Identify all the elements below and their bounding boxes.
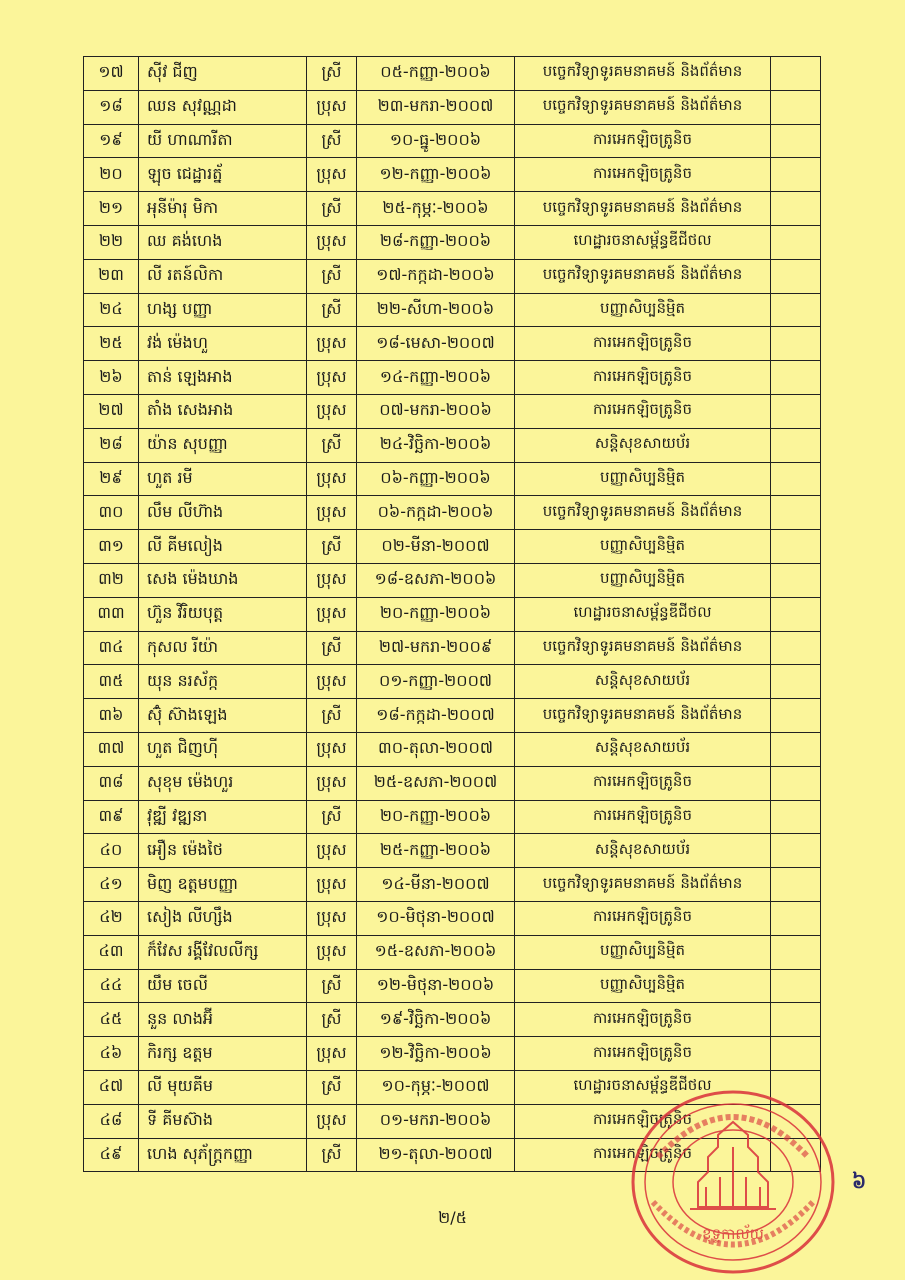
remark-cell [771,361,821,395]
student-sex: ប្រុស [307,767,357,801]
student-sex: ប្រុស [307,665,357,699]
major-field: បញ្ញាសិប្បនិម្មិត [515,294,771,328]
table-row [84,361,821,395]
table-row [84,632,821,666]
student-name: លឹម លីហ៊ាង [139,496,307,530]
major-field: បច្ចេកវិទ្យាទូរគមនាគមន៍ និងព័ត៌មាន [515,57,771,91]
major-field: ការអេកឡិចត្រូនិច [515,902,771,936]
major-field: ការអេកឡិចត្រូនិច [515,361,771,395]
date-of-birth: ២៥-កញ្ញា-២០០៦ [357,834,515,868]
remark-cell [771,970,821,1004]
student-name: យឹម ចេលី [139,970,307,1004]
date-of-birth: ១២-មិថុនា-២០០៦ [357,970,515,1004]
handwritten-page-mark: ៦ [852,1169,867,1193]
student-name: ឈ គង់ហេង [139,226,307,260]
table-row [84,327,821,361]
remark-cell [771,564,821,598]
date-of-birth: ២៤-វិច្ឆិកា-២០០៦ [357,429,515,463]
row-number: ២០ [84,158,139,192]
student-name: ហេង សុភ័ក្ត្រកញ្ញា [139,1139,307,1173]
table-row [84,91,821,125]
row-number: ៤៨ [84,1105,139,1139]
major-field: ការអេកឡិចត្រូនិច [515,327,771,361]
major-field: បញ្ញាសិប្បនិម្មិត [515,564,771,598]
major-field: សន្តិសុខសាយប័រ [515,733,771,767]
remark-cell [771,1003,821,1037]
row-number: ២១ [84,192,139,226]
table-row [84,260,821,294]
major-field: ការអេកឡិចត្រូនិច [515,158,771,192]
student-table [83,56,821,1172]
major-field: បច្ចេកវិទ្យាទូរគមនាគមន៍ និងព័ត៌មាន [515,192,771,226]
remark-cell [771,936,821,970]
student-name: យុន នរស័ក្ក [139,665,307,699]
row-number: ២៣ [84,260,139,294]
remark-cell [771,665,821,699]
student-sex: ប្រុស [307,226,357,260]
major-field: ហេដ្ឋារចនាសម្ព័ន្ធឌីជីថល [515,226,771,260]
row-number: ១៧ [84,57,139,91]
major-field: ការអេកឡិចត្រូនិច [515,767,771,801]
table-row [84,1037,821,1071]
major-field: បច្ចេកវិទ្យាទូរគមនាគមន៍ និងព័ត៌មាន [515,496,771,530]
row-number: ៣៩ [84,801,139,835]
date-of-birth: ២០-កញ្ញា-២០០៦ [357,801,515,835]
row-number: ១៨ [84,91,139,125]
student-sex: ស្រី [307,970,357,1004]
student-sex: ប្រុស [307,1105,357,1139]
date-of-birth: ១០-កុម្ភៈ-២០០៧ [357,1071,515,1105]
row-number: ៤៣ [84,936,139,970]
student-name: ស៊ីវ ជីញ [139,57,307,91]
student-sex: ប្រុស [307,361,357,395]
student-sex: ស្រី [307,801,357,835]
student-name: ហួត ជិញហ៊ី [139,733,307,767]
remark-cell [771,125,821,159]
student-name: ហង្ស បញ្ញា [139,294,307,328]
row-number: ១៩ [84,125,139,159]
date-of-birth: ១៤-កញ្ញា-២០០៦ [357,361,515,395]
date-of-birth: ១៩-វិច្ឆិកា-២០០៦ [357,1003,515,1037]
remark-cell [771,192,821,226]
remark-cell [771,260,821,294]
date-of-birth: ១០-ធ្នូ-២០០៦ [357,125,515,159]
table-row [84,294,821,328]
major-field: ការអេកឡិចត្រូនិច [515,801,771,835]
row-number: ២៧ [84,395,139,429]
row-number: ៤៩ [84,1139,139,1173]
remark-cell [771,429,821,463]
major-field: បញ្ញាសិប្បនិម្មិត [515,936,771,970]
table-row [84,868,821,902]
date-of-birth: ២៥-កុម្ភៈ-២០០៦ [357,192,515,226]
table-row [84,192,821,226]
date-of-birth: ០២-មីនា-២០០៧ [357,530,515,564]
major-field: ហេដ្ឋារចនាសម្ព័ន្ធឌីជីថល [515,598,771,632]
student-sex: ប្រុស [307,1037,357,1071]
table-row [84,699,821,733]
major-field: បច្ចេកវិទ្យាទូរគមនាគមន៍ និងព័ត៌មាន [515,699,771,733]
student-name: ក៏វែស រង្គីវែលលីក្ស [139,936,307,970]
date-of-birth: ៣០-តុលា-២០០៧ [357,733,515,767]
student-name: មិញ ឧត្តមបញ្ញា [139,868,307,902]
remark-cell [771,834,821,868]
table-row [84,598,821,632]
row-number: ២៤ [84,294,139,328]
student-name: យ៉ាន សុបញ្ញា [139,429,307,463]
student-sex: ស្រី [307,1003,357,1037]
major-field: ការអេកឡិចត្រូនិច [515,1003,771,1037]
table-row [84,395,821,429]
date-of-birth: ០៥-កញ្ញា-២០០៦ [357,57,515,91]
student-name: សៀង លីហ្សឹង [139,902,307,936]
student-sex: ប្រុស [307,395,357,429]
table-row [84,834,821,868]
student-sex: ប្រុស [307,496,357,530]
date-of-birth: ០១-កញ្ញា-២០០៧ [357,665,515,699]
date-of-birth: ២៣-មករា-២០០៧ [357,91,515,125]
student-name: ស៊ុំ ស៊ាងឡេង [139,699,307,733]
row-number: ២៩ [84,463,139,497]
remark-cell [771,902,821,936]
row-number: ២៥ [84,327,139,361]
date-of-birth: ១២-វិច្ឆិកា-២០០៦ [357,1037,515,1071]
student-sex: ស្រី [307,192,357,226]
student-name: ហ៊ួន វិរិយបុត្ត [139,598,307,632]
remark-cell [771,598,821,632]
student-sex: ស្រី [307,260,357,294]
date-of-birth: ២៥-ឧសភា-២០០៧ [357,767,515,801]
row-number: ៣៤ [84,632,139,666]
date-of-birth: ១៨-មេសា-២០០៧ [357,327,515,361]
date-of-birth: ០៦-កក្កដា-២០០៦ [357,496,515,530]
major-field: ការអេកឡិចត្រូនិច [515,1105,771,1139]
row-number: ៣៥ [84,665,139,699]
student-name: ឡុច ជេដ្ឋារត្ន័ [139,158,307,192]
table-row [84,57,821,91]
table-row [84,665,821,699]
student-sex: ស្រី [307,699,357,733]
table-row [84,801,821,835]
student-sex: ប្រុស [307,463,357,497]
student-name: អឿន ម៉េងថៃ [139,834,307,868]
table-row [84,733,821,767]
row-number: ៣៦ [84,699,139,733]
table-row [84,564,821,598]
table-row [84,496,821,530]
remark-cell [771,463,821,497]
major-field: ការអេកឡិចត្រូនិច [515,395,771,429]
major-field: ការអេកឡិចត្រូនិច [515,1139,771,1173]
row-number: ៤៦ [84,1037,139,1071]
remark-cell [771,699,821,733]
page-number: ២/៥ [438,1208,467,1227]
date-of-birth: ១២-កញ្ញា-២០០៦ [357,158,515,192]
remark-cell [771,496,821,530]
row-number: ៤២ [84,902,139,936]
row-number: ៤១ [84,868,139,902]
row-number: ៣២ [84,564,139,598]
remark-cell [771,294,821,328]
major-field: បច្ចេកវិទ្យាទូរគមនាគមន៍ និងព័ត៌មាន [515,868,771,902]
date-of-birth: ០១-មករា-២០០៦ [357,1105,515,1139]
row-number: ៣៣ [84,598,139,632]
student-name: កិរក្ស ឧត្តម [139,1037,307,1071]
remark-cell [771,158,821,192]
remark-cell [771,801,821,835]
student-name: តាំង សេងអាង [139,395,307,429]
table-row [84,936,821,970]
row-number: ៤៧ [84,1071,139,1105]
major-field: បញ្ញាសិប្បនិម្មិត [515,970,771,1004]
student-sex: ប្រុស [307,834,357,868]
date-of-birth: ២២-សីហា-២០០៦ [357,294,515,328]
date-of-birth: ១៨-ឧសភា-២០០៦ [357,564,515,598]
student-sex: ស្រី [307,57,357,91]
remark-cell [771,1037,821,1071]
remark-cell [771,632,821,666]
date-of-birth: ១៥-ឧសភា-២០០៦ [357,936,515,970]
table-row [84,226,821,260]
remark-cell [771,327,821,361]
student-name: យី ហាណារីតា [139,125,307,159]
row-number: ២៦ [84,361,139,395]
major-field: ហេដ្ឋារចនាសម្ព័ន្ធឌីជីថល [515,1071,771,1105]
date-of-birth: ១៤-មីនា-២០០៧ [357,868,515,902]
student-sex: ប្រុស [307,936,357,970]
student-name: សេង ម៉េងឃាង [139,564,307,598]
date-of-birth: ១៧-កក្កដា-២០០៦ [357,260,515,294]
date-of-birth: ០៦-កញ្ញា-២០០៦ [357,463,515,497]
row-number: ៣៧ [84,733,139,767]
student-sex: ប្រុស [307,564,357,598]
student-sex: ស្រី [307,125,357,159]
major-field: ការអេកឡិចត្រូនិច [515,1037,771,1071]
major-field: បច្ចេកវិទ្យាទូរគមនាគមន៍ និងព័ត៌មាន [515,91,771,125]
student-sex: ស្រី [307,294,357,328]
row-number: ៤៥ [84,1003,139,1037]
major-field: សន្តិសុខសាយប័រ [515,834,771,868]
student-sex: ប្រុស [307,158,357,192]
student-name: វុឌ្ឍី វឌ្ឍនា [139,801,307,835]
date-of-birth: ២៧-មករា-២០០៩ [357,632,515,666]
major-field: បញ្ញាសិប្បនិម្មិត [515,463,771,497]
student-sex: ស្រី [307,632,357,666]
remark-cell [771,530,821,564]
table-row [84,429,821,463]
remark-cell [771,395,821,429]
date-of-birth: ០៧-មករា-២០០៦ [357,395,515,429]
date-of-birth: ២១-តុលា-២០០៧ [357,1139,515,1173]
student-name: វង់ ម៉េងហួ [139,327,307,361]
date-of-birth: ២៨-កញ្ញា-២០០៦ [357,226,515,260]
seal-caption: ខុទ្ទកាល័យ [702,1225,764,1243]
student-sex: ប្រុស [307,91,357,125]
student-sex: ប្រុស [307,598,357,632]
student-name: លី រតន៍លិកា [139,260,307,294]
remark-cell [771,733,821,767]
date-of-birth: ១០-មិថុនា-២០០៧ [357,902,515,936]
table-row [84,970,821,1004]
student-name: កុសល រីយ៉ា [139,632,307,666]
major-field: បញ្ញាសិប្បនិម្មិត [515,530,771,564]
student-name: ឈន សុវណ្ណដា [139,91,307,125]
table-row [84,530,821,564]
student-sex: ប្រុស [307,733,357,767]
student-name: អុនីម៉ារុ មិកា [139,192,307,226]
remark-cell [771,868,821,902]
row-number: ៤៤ [84,970,139,1004]
major-field: បច្ចេកវិទ្យាទូរគមនាគមន៍ និងព័ត៌មាន [515,632,771,666]
major-field: ការអេកឡិចត្រូនិច [515,125,771,159]
table-row [84,1003,821,1037]
row-number: ៤០ [84,834,139,868]
remark-cell [771,767,821,801]
table-row [84,767,821,801]
date-of-birth: ១៨-កក្កដា-២០០៧ [357,699,515,733]
student-name: ទី គីមស៊ាង [139,1105,307,1139]
table-row [84,902,821,936]
major-field: សន្តិសុខសាយប័រ [515,665,771,699]
table-row [84,463,821,497]
major-field: សន្តិសុខសាយប័រ [515,429,771,463]
remark-cell [771,91,821,125]
student-name: លី គីមលៀង [139,530,307,564]
student-name: លី មុយគីម [139,1071,307,1105]
student-sex: ស្រី [307,429,357,463]
student-sex: ស្រី [307,1139,357,1173]
student-sex: ប្រុស [307,902,357,936]
student-name: តាន់ ឡេងអាង [139,361,307,395]
remark-cell [771,226,821,260]
student-sex: ប្រុស [307,327,357,361]
row-number: ២២ [84,226,139,260]
student-name: សុខុម ម៉េងហួរ [139,767,307,801]
row-number: ២៨ [84,429,139,463]
table-row [84,158,821,192]
major-field: បច្ចេកវិទ្យាទូរគមនាគមន៍ និងព័ត៌មាន [515,260,771,294]
date-of-birth: ២០-កញ្ញា-២០០៦ [357,598,515,632]
row-number: ៣៨ [84,767,139,801]
student-sex: ប្រុស [307,868,357,902]
row-number: ៣០ [84,496,139,530]
student-name: នួន លាងអ៊ី [139,1003,307,1037]
official-seal-stamp [628,1087,838,1277]
student-sex: ស្រី [307,1071,357,1105]
student-name: ហួត រមី [139,463,307,497]
table-row [84,125,821,159]
student-sex: ស្រី [307,530,357,564]
remark-cell [771,57,821,91]
row-number: ៣១ [84,530,139,564]
